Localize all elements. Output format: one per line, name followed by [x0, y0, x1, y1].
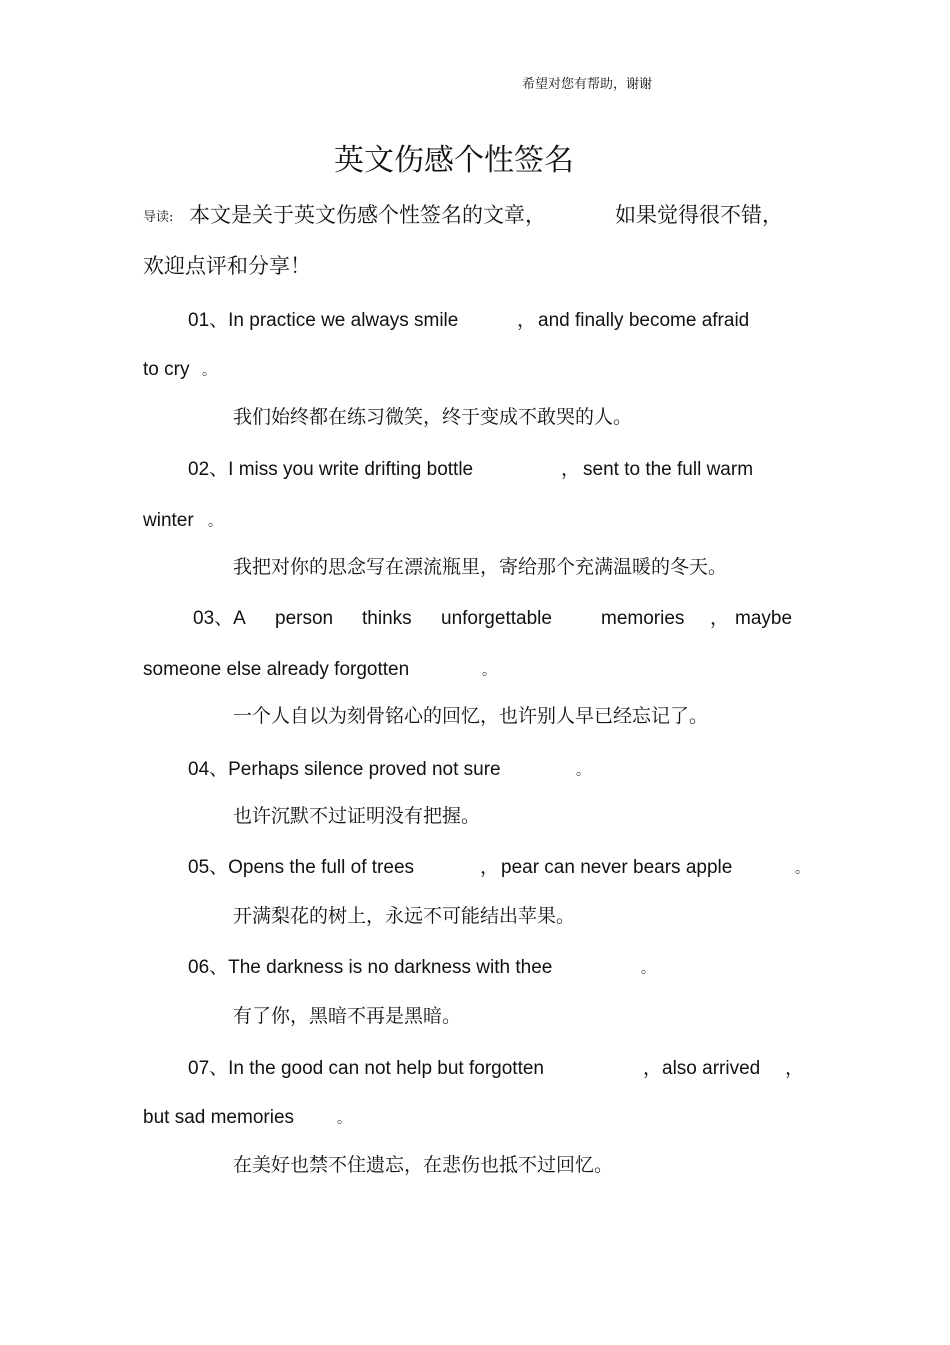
entry-01-stop: 。 — [202, 363, 216, 379]
header-note: 希望对您有帮助，谢谢 — [522, 77, 653, 92]
entry-02-en-cont: winter — [143, 510, 194, 531]
entry-06-en-start: 06、The darkness is no darkness with thee — [188, 957, 553, 978]
entry-03-word-2: person — [275, 608, 334, 629]
entry-04-en-start: 04、Perhaps silence proved not sure — [188, 759, 501, 780]
entry-07-en-cont: but sad memories — [143, 1107, 295, 1128]
entry-02-en-rest: sent to the full warm — [583, 459, 754, 480]
entry-07-comma: ， — [643, 1058, 663, 1079]
entry-03-word-1: 03、A — [193, 608, 246, 629]
page-title: 英文伤感个性签名 — [334, 143, 574, 178]
entry-02-stop: 。 — [208, 514, 222, 530]
entry-01-en-cont: to cry — [143, 359, 190, 380]
entry-02-comma: ， — [561, 459, 581, 480]
entry-03-word-3: thinks — [362, 608, 412, 629]
intro-text-a: 本文是关于英文伤感个性签名的文章， — [189, 203, 546, 227]
entry-01-zh: 我们始终都在练习微笑，终于变成不敢哭的人。 — [233, 406, 633, 428]
entry-01-en-rest: and finally become afraid — [538, 310, 750, 331]
entry-05-comma: ， — [480, 857, 500, 878]
entry-03-word-6: maybe — [735, 608, 793, 629]
entry-05-en-start: 05、Opens the full of trees — [188, 857, 415, 878]
entry-03-stop: 。 — [482, 663, 496, 679]
entry-01-en-start: 01、In practice we always smile — [188, 310, 459, 331]
entry-07-stop: 。 — [337, 1111, 351, 1127]
entry-03-word-5: memories — [601, 608, 685, 629]
entry-07-en-start: 07、In the good can not help but forgotten — [188, 1058, 544, 1079]
entry-02-zh: 我把对你的思念写在漂流瓶里，寄给那个充满温暖的冬天。 — [233, 556, 728, 578]
entry-07-comma-2: ， — [785, 1058, 805, 1079]
intro-text-b: 如果觉得很不错， — [615, 203, 783, 227]
entry-01-comma: ， — [517, 310, 537, 331]
entry-07-zh: 在美好也禁不住遗忘，在悲伤也抵不过回忆。 — [233, 1154, 614, 1176]
entry-03-word-4: unforgettable — [441, 608, 552, 629]
entry-06-zh: 有了你，黑暗不再是黑暗。 — [233, 1005, 462, 1027]
intro-label: 导读: — [143, 210, 174, 225]
entry-03-en-cont: someone else already forgotten — [143, 659, 410, 680]
entry-03-comma: ， — [710, 608, 730, 629]
entry-05-stop: 。 — [795, 861, 809, 877]
entry-04-stop: 。 — [576, 763, 590, 779]
entry-05-en-rest: pear can never bears apple — [501, 857, 733, 878]
entry-04-zh: 也许沉默不过证明没有把握。 — [233, 805, 481, 827]
entry-02-en-start: 02、I miss you write drifting bottle — [188, 459, 474, 480]
entry-07-en-rest: also arrived — [662, 1058, 761, 1079]
entry-03-zh: 一个人自以为刻骨铭心的回忆，也许别人早已经忘记了。 — [233, 705, 709, 727]
intro-text-c: 欢迎点评和分享！ — [143, 254, 311, 278]
entry-05-zh: 开满梨花的树上，永远不可能结出苹果。 — [233, 905, 576, 927]
entry-06-stop: 。 — [641, 961, 655, 977]
